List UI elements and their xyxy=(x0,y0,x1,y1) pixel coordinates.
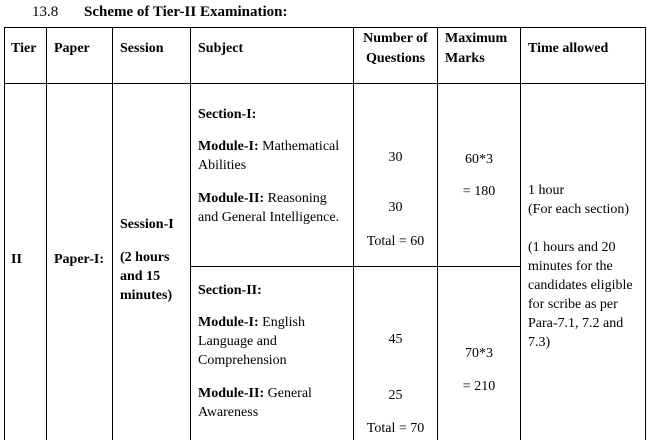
time-line4: minutes for the xyxy=(528,259,613,274)
session-line4: minutes) xyxy=(120,288,173,303)
header-max-marks-line2: Marks xyxy=(445,51,485,66)
header-max-marks-line1: Maximum xyxy=(445,31,508,46)
section-heading xyxy=(32,4,287,21)
paper-value: Paper-I: xyxy=(54,252,105,267)
time-line7: Para-7.1, 7.2 and xyxy=(528,316,624,331)
section2-module2-line2: Awareness xyxy=(198,405,259,420)
section1-module1-line1 xyxy=(198,137,339,156)
section2-module2-line1 xyxy=(198,384,312,403)
section-title: Scheme of Tier-II Examination: xyxy=(84,4,288,20)
section-number: 13.8 xyxy=(32,4,59,20)
section1-questions-module1: 30 xyxy=(388,150,403,165)
tier-value: II xyxy=(11,252,22,267)
section1-module2-label: Module-II: xyxy=(198,191,265,206)
section2-marks-formula: 70*3 xyxy=(465,346,493,361)
section1-questions-module2: 30 xyxy=(388,200,403,215)
header-session: Session xyxy=(120,41,164,56)
session-line2: (2 hours xyxy=(120,250,170,265)
section2-questions-module2: 25 xyxy=(388,388,403,403)
header-paper: Paper xyxy=(54,41,90,56)
section1-marks-total: = 180 xyxy=(462,184,496,199)
header-time-allowed: Time allowed xyxy=(528,41,609,56)
section1-module1-label: Module-I: xyxy=(198,139,259,154)
time-line2: (For each section) xyxy=(528,202,630,217)
section2-questions-total: Total = 70 xyxy=(366,421,425,436)
section2-module1-text-a: English xyxy=(262,315,305,330)
section2-module2-label: Module-II: xyxy=(198,386,265,401)
header-subject: Subject xyxy=(198,41,244,56)
time-line5: candidates eligible xyxy=(528,278,633,293)
session-line1: Session-I xyxy=(120,217,174,232)
time-line3: (1 hours and 20 xyxy=(528,240,616,255)
section2-module1-line3: Comprehension xyxy=(198,353,287,368)
time-line8: 7.3) xyxy=(528,335,551,350)
section2-questions-module1: 45 xyxy=(388,332,403,347)
section1-module1-text-a: Mathematical xyxy=(262,139,340,154)
header-number-questions-line1: Number of xyxy=(363,31,428,46)
section2-module1-line1 xyxy=(198,313,305,332)
section1-questions-total: Total = 60 xyxy=(366,234,425,249)
section1-module2-text-a: Reasoning xyxy=(267,191,327,206)
section2-marks-total: = 210 xyxy=(462,379,496,394)
section1-module1-line2: Abilities xyxy=(198,158,247,173)
section2-module1-label: Module-I: xyxy=(198,315,259,330)
time-line6: for scribe as per xyxy=(528,297,618,312)
section1-marks-formula: 60*3 xyxy=(465,152,493,167)
section1-module2-line2: and General Intelligence. xyxy=(198,210,340,225)
section2-title: Section-II: xyxy=(198,283,262,298)
header-number-questions-line2: Questions xyxy=(365,51,426,66)
header-tier: Tier xyxy=(11,41,37,56)
section2-module2-text-a: General xyxy=(267,386,312,401)
section2-module1-line2: Language and xyxy=(198,334,277,349)
time-line1: 1 hour xyxy=(528,183,565,198)
session-line3: and 15 xyxy=(120,269,161,284)
section1-title: Section-I: xyxy=(198,107,257,122)
section1-module2-line1 xyxy=(198,189,327,208)
